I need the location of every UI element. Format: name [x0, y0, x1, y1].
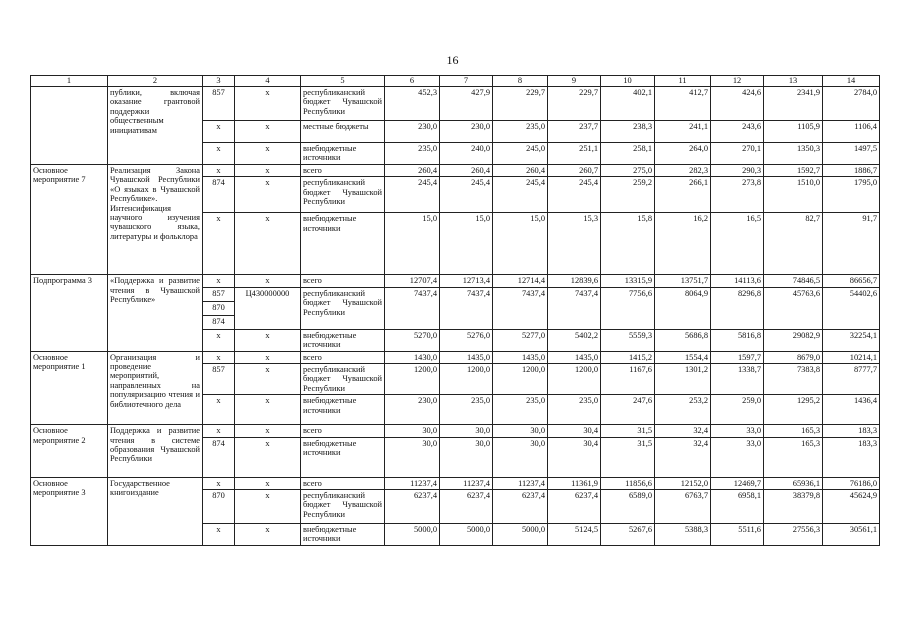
amount-value: 12839,6 [548, 275, 601, 287]
amount-value: 243,6 [711, 121, 764, 143]
amount-value: 7437,4 [493, 287, 548, 329]
amount-value: 5124,5 [548, 524, 601, 546]
amount-value: 5511,6 [711, 524, 764, 546]
amount-value: 238,3 [601, 121, 655, 143]
amount-value: 5388,3 [655, 524, 711, 546]
amount-value: 6589,0 [601, 490, 655, 524]
amount-value: 12152,0 [655, 477, 711, 489]
amount-value: 275,0 [601, 165, 655, 177]
amount-value: 12707,4 [385, 275, 440, 287]
amount-value: 237,7 [548, 121, 601, 143]
program-name: Основное мероприятие 3 [31, 477, 108, 545]
amount-value: 1415,2 [601, 351, 655, 363]
admin-code: х [203, 165, 235, 177]
amount-value: 1435,0 [440, 351, 493, 363]
amount-value: 1106,4 [823, 121, 880, 143]
amount-value: 45763,6 [764, 287, 823, 329]
amount-value: 30,0 [440, 425, 493, 437]
amount-value: 1597,7 [711, 351, 764, 363]
funding-source: внебюджетные источники [301, 524, 385, 546]
amount-value: 11361,9 [548, 477, 601, 489]
funding-source: всего [301, 425, 385, 437]
program-description: Реализация Закона Чувашской Республики «О языках в Чувашской Республике». Интенсификация научного изучения чувашского языка, литературы и фольклора [108, 165, 203, 275]
budget-code: х [235, 351, 301, 363]
amount-value: 33,0 [711, 425, 764, 437]
table-body [31, 76, 880, 546]
admin-code: х [203, 351, 235, 363]
amount-value: 427,9 [440, 87, 493, 121]
table-row [31, 165, 880, 177]
amount-value: 27556,3 [764, 524, 823, 546]
budget-code: х [235, 524, 301, 546]
admin-code: 874 [203, 437, 235, 477]
amount-value: 260,4 [385, 165, 440, 177]
amount-value: 1301,2 [655, 364, 711, 395]
amount-value: 165,3 [764, 425, 823, 437]
amount-value: 7437,4 [548, 287, 601, 329]
amount-value: 1200,0 [548, 364, 601, 395]
amount-value: 74846,5 [764, 275, 823, 287]
amount-value: 5000,0 [440, 524, 493, 546]
admin-code: х [203, 395, 235, 425]
amount-value: 15,0 [385, 213, 440, 275]
budget-code: х [235, 121, 301, 143]
amount-value: 245,4 [440, 177, 493, 213]
amount-value: 6237,4 [440, 490, 493, 524]
amount-value: 245,4 [548, 177, 601, 213]
program-description: Государственное книгоиздание [108, 477, 203, 545]
amount-value: 1105,9 [764, 121, 823, 143]
amount-value: 45624,9 [823, 490, 880, 524]
amount-value: 264,0 [655, 143, 711, 165]
amount-value: 54402,6 [823, 287, 880, 329]
funding-source: республиканский бюджет Чувашской Республики [301, 87, 385, 121]
budget-code: х [235, 425, 301, 437]
amount-value: 30,4 [548, 437, 601, 477]
amount-value: 1510,0 [764, 177, 823, 213]
admin-code: х [203, 121, 235, 143]
amount-value: 16,2 [655, 213, 711, 275]
table-row [31, 477, 880, 489]
budget-code: х [235, 275, 301, 287]
amount-value: 30,0 [385, 437, 440, 477]
amount-value: 5559,3 [601, 329, 655, 351]
amount-value: 253,2 [655, 395, 711, 425]
amount-value: 183,3 [823, 425, 880, 437]
funding-source: внебюджетные источники [301, 395, 385, 425]
amount-value: 31,5 [601, 437, 655, 477]
column-number: 2 [108, 76, 203, 87]
amount-value: 5000,0 [385, 524, 440, 546]
program-name [31, 87, 108, 165]
amount-value: 15,0 [440, 213, 493, 275]
amount-value: 240,0 [440, 143, 493, 165]
amount-value: 235,0 [440, 395, 493, 425]
amount-value: 1338,7 [711, 364, 764, 395]
admin-code: х [203, 143, 235, 165]
admin-code: х [203, 477, 235, 489]
amount-value: 30,4 [548, 425, 601, 437]
admin-code: 874 [203, 315, 235, 329]
amount-value: 7756,6 [601, 287, 655, 329]
amount-value: 30,0 [440, 437, 493, 477]
amount-value: 229,7 [493, 87, 548, 121]
amount-value: 7437,4 [440, 287, 493, 329]
amount-value: 5267,6 [601, 524, 655, 546]
amount-value: 235,0 [493, 395, 548, 425]
admin-code: х [203, 275, 235, 287]
column-number: 6 [385, 76, 440, 87]
amount-value: 1554,4 [655, 351, 711, 363]
amount-value: 266,1 [655, 177, 711, 213]
amount-value: 230,0 [385, 395, 440, 425]
amount-value: 32254,1 [823, 329, 880, 351]
amount-value: 258,1 [601, 143, 655, 165]
admin-code: 857 [203, 364, 235, 395]
amount-value: 2341,9 [764, 87, 823, 121]
admin-code: х [203, 524, 235, 546]
column-number: 4 [235, 76, 301, 87]
funding-source: местные бюджеты [301, 121, 385, 143]
amount-value: 273,8 [711, 177, 764, 213]
funding-source: внебюджетные источники [301, 329, 385, 351]
table-row [31, 425, 880, 437]
amount-value: 290,3 [711, 165, 764, 177]
admin-code: 857 [203, 87, 235, 121]
amount-value: 452,3 [385, 87, 440, 121]
funding-source: республиканский бюджет Чувашской Республики [301, 364, 385, 395]
amount-value: 86656,7 [823, 275, 880, 287]
amount-value: 31,5 [601, 425, 655, 437]
program-name: Основное мероприятие 2 [31, 425, 108, 477]
program-name: Основное мероприятие 7 [31, 165, 108, 275]
amount-value: 1795,0 [823, 177, 880, 213]
program-name: Основное мероприятие 1 [31, 351, 108, 425]
column-number: 5 [301, 76, 385, 87]
amount-value: 1295,2 [764, 395, 823, 425]
budget-code: х [235, 329, 301, 351]
column-number: 14 [823, 76, 880, 87]
funding-source: внебюджетные источники [301, 213, 385, 275]
amount-value: 76186,0 [823, 477, 880, 489]
amount-value: 15,8 [601, 213, 655, 275]
amount-value: 402,1 [601, 87, 655, 121]
amount-value: 424,6 [711, 87, 764, 121]
amount-value: 2784,0 [823, 87, 880, 121]
amount-value: 29082,9 [764, 329, 823, 351]
amount-value: 30,0 [493, 437, 548, 477]
admin-code: х [203, 329, 235, 351]
amount-value: 6237,4 [385, 490, 440, 524]
budget-table [30, 75, 880, 546]
budget-code: х [235, 364, 301, 395]
amount-value: 38379,8 [764, 490, 823, 524]
amount-value: 16,5 [711, 213, 764, 275]
funding-source: внебюджетные источники [301, 437, 385, 477]
program-description: «Поддержка и развитие чтения в Чувашской Республике» [108, 275, 203, 351]
funding-source: всего [301, 477, 385, 489]
amount-value: 13315,9 [601, 275, 655, 287]
budget-code: х [235, 477, 301, 489]
column-number: 13 [764, 76, 823, 87]
funding-source: республиканский бюджет Чувашской Республики [301, 287, 385, 329]
amount-value: 8679,0 [764, 351, 823, 363]
funding-source: республиканский бюджет Чувашской Республики [301, 490, 385, 524]
budget-code: х [235, 177, 301, 213]
amount-value: 1200,0 [440, 364, 493, 395]
budget-code: х [235, 143, 301, 165]
admin-code: х [203, 425, 235, 437]
amount-value: 82,7 [764, 213, 823, 275]
amount-value: 32,4 [655, 437, 711, 477]
program-name: Подпрограмма 3 [31, 275, 108, 351]
column-number: 3 [203, 76, 235, 87]
table-row [31, 275, 880, 287]
amount-value: 11237,4 [440, 477, 493, 489]
funding-source: всего [301, 351, 385, 363]
amount-value: 32,4 [655, 425, 711, 437]
amount-value: 1886,7 [823, 165, 880, 177]
amount-value: 5686,8 [655, 329, 711, 351]
amount-value: 12714,4 [493, 275, 548, 287]
amount-value: 260,4 [440, 165, 493, 177]
amount-value: 1430,0 [385, 351, 440, 363]
amount-value: 1592,7 [764, 165, 823, 177]
amount-value: 1200,0 [493, 364, 548, 395]
amount-value: 8296,8 [711, 287, 764, 329]
budget-code: х [235, 87, 301, 121]
amount-value: 15,3 [548, 213, 601, 275]
program-description: Поддержка и развитие чтения в системе образования Чувашской Республики [108, 425, 203, 477]
budget-code: Ц430000000 [235, 287, 301, 329]
amount-value: 15,0 [493, 213, 548, 275]
amount-value: 13751,7 [655, 275, 711, 287]
column-number: 7 [440, 76, 493, 87]
admin-code: 857 [203, 287, 235, 301]
amount-value: 251,1 [548, 143, 601, 165]
amount-value: 30561,1 [823, 524, 880, 546]
funding-source: всего [301, 275, 385, 287]
amount-value: 12713,4 [440, 275, 493, 287]
table-row [31, 351, 880, 363]
amount-value: 235,0 [493, 121, 548, 143]
funding-source: всего [301, 165, 385, 177]
column-number: 9 [548, 76, 601, 87]
table-row [31, 87, 880, 121]
amount-value: 282,3 [655, 165, 711, 177]
amount-value: 1436,4 [823, 395, 880, 425]
amount-value: 259,2 [601, 177, 655, 213]
amount-value: 245,4 [493, 177, 548, 213]
amount-value: 5000,0 [493, 524, 548, 546]
admin-code: х [203, 213, 235, 275]
amount-value: 1167,6 [601, 364, 655, 395]
amount-value: 247,6 [601, 395, 655, 425]
amount-value: 260,4 [493, 165, 548, 177]
column-number: 1 [31, 76, 108, 87]
amount-value: 7383,8 [764, 364, 823, 395]
amount-value: 10214,1 [823, 351, 880, 363]
amount-value: 230,0 [385, 121, 440, 143]
amount-value: 1435,0 [493, 351, 548, 363]
admin-code: 874 [203, 177, 235, 213]
amount-value: 7437,4 [385, 287, 440, 329]
amount-value: 30,0 [385, 425, 440, 437]
amount-value: 260,7 [548, 165, 601, 177]
amount-value: 65936,1 [764, 477, 823, 489]
funding-source: республиканский бюджет Чувашской Республики [301, 177, 385, 213]
amount-value: 91,7 [823, 213, 880, 275]
amount-value: 11237,4 [385, 477, 440, 489]
admin-code: 870 [203, 490, 235, 524]
funding-source: внебюджетные источники [301, 143, 385, 165]
amount-value: 229,7 [548, 87, 601, 121]
column-number: 11 [655, 76, 711, 87]
amount-value: 5270,0 [385, 329, 440, 351]
amount-value: 412,7 [655, 87, 711, 121]
amount-value: 5277,0 [493, 329, 548, 351]
amount-value: 30,0 [493, 425, 548, 437]
amount-value: 6763,7 [655, 490, 711, 524]
amount-value: 245,0 [493, 143, 548, 165]
amount-value: 6237,4 [548, 490, 601, 524]
amount-value: 183,3 [823, 437, 880, 477]
amount-value: 235,0 [548, 395, 601, 425]
amount-value: 8777,7 [823, 364, 880, 395]
program-description: публики, включая оказание грантовой поддержки общественным инициативам [108, 87, 203, 165]
column-number: 12 [711, 76, 764, 87]
budget-code: х [235, 213, 301, 275]
header-row [31, 76, 880, 87]
amount-value: 11856,6 [601, 477, 655, 489]
amount-value: 12469,7 [711, 477, 764, 489]
budget-code: х [235, 437, 301, 477]
amount-value: 1497,5 [823, 143, 880, 165]
amount-value: 259,0 [711, 395, 764, 425]
amount-value: 5816,8 [711, 329, 764, 351]
amount-value: 270,1 [711, 143, 764, 165]
program-description: Организация и проведение мероприятий, направленных на популяризацию чтения и библиотечного дела [108, 351, 203, 425]
amount-value: 5402,2 [548, 329, 601, 351]
budget-code: х [235, 395, 301, 425]
amount-value: 1200,0 [385, 364, 440, 395]
amount-value: 33,0 [711, 437, 764, 477]
amount-value: 6237,4 [493, 490, 548, 524]
amount-value: 230,0 [440, 121, 493, 143]
budget-code: х [235, 165, 301, 177]
amount-value: 5276,0 [440, 329, 493, 351]
budget-code: х [235, 490, 301, 524]
amount-value: 1350,3 [764, 143, 823, 165]
amount-value: 245,4 [385, 177, 440, 213]
amount-value: 241,1 [655, 121, 711, 143]
amount-value: 11237,4 [493, 477, 548, 489]
amount-value: 165,3 [764, 437, 823, 477]
amount-value: 235,0 [385, 143, 440, 165]
column-number: 10 [601, 76, 655, 87]
amount-value: 6958,1 [711, 490, 764, 524]
amount-value: 8064,9 [655, 287, 711, 329]
admin-code: 870 [203, 301, 235, 315]
column-number: 8 [493, 76, 548, 87]
amount-value: 1435,0 [548, 351, 601, 363]
amount-value: 14113,6 [711, 275, 764, 287]
page-number: 16 [446, 53, 459, 67]
